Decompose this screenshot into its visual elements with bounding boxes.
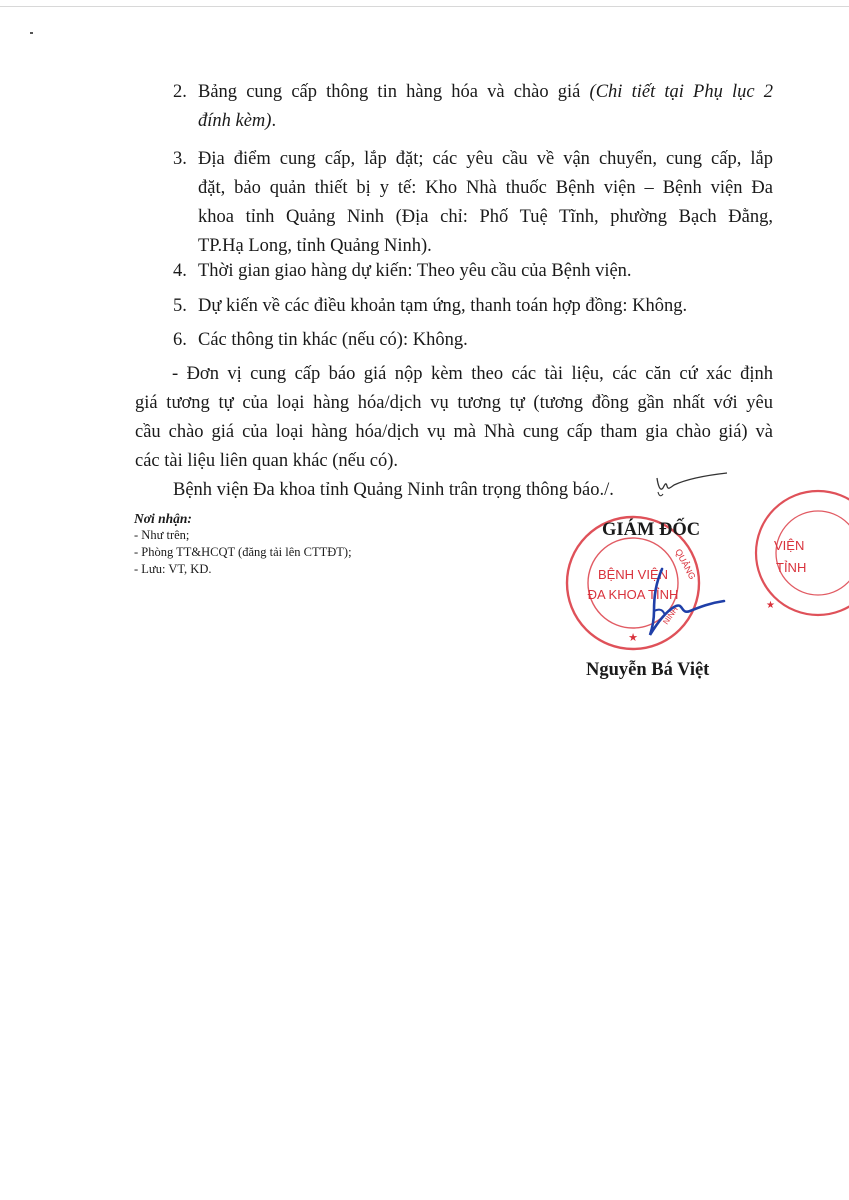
- closing-statement: Bệnh viện Đa khoa tỉnh Quảng Ninh trân trọng thông báo./.: [173, 480, 614, 500]
- item-number: 6.: [173, 330, 187, 350]
- list-item-3: [173, 145, 773, 261]
- seal-text: TỈNH: [776, 560, 807, 575]
- list-item-6: [173, 326, 773, 355]
- seal-star-icon: ★: [628, 632, 638, 644]
- seal-ring-text: QUẢNG: [673, 547, 698, 582]
- seal-text: VIỆN: [774, 538, 805, 553]
- scan-edge-line: [0, 6, 849, 7]
- recipients-title: Nơi nhận:: [134, 511, 192, 526]
- item-text: Dự kiến về các điều khoản tạm ứng, thanh toán hợp đồng: Không.: [198, 296, 688, 316]
- note-paragraph: [135, 360, 773, 476]
- recipient-line: - Như trên;: [134, 528, 190, 542]
- note-line: các tài liệu liên quan khác (nếu có).: [135, 451, 398, 471]
- item-line: khoa tỉnh Quảng Ninh (Địa chỉ: Phố Tuệ Tĩnh, phường Bạch Đằng,: [198, 207, 773, 227]
- list-item-5: [173, 292, 773, 321]
- initials-mark: [654, 470, 729, 500]
- item-line: Địa điểm cung cấp, lắp đặt; các yêu cầu về vận chuyển, cung cấp, lắp: [198, 149, 773, 169]
- signature-mark: [640, 565, 730, 640]
- seal-ring-text: NINH: [661, 604, 680, 627]
- item-line: Bảng cung cấp thông tin hàng hóa và chào giá (Chi tiết tại Phụ lục 2: [198, 82, 774, 102]
- seal-text: ĐA KHOA TỈNH: [587, 587, 679, 602]
- item-number: 3.: [173, 149, 187, 169]
- seal-text: BỆNH VIỆN: [597, 567, 669, 582]
- note-line: - Đơn vị cung cấp báo giá nộp kèm theo các tài liệu, các căn cứ xác định: [172, 364, 773, 384]
- list-item-4: [173, 257, 773, 286]
- recipient-line: - Phòng TT&HCQT (đăng tải lên CTTĐT);: [134, 545, 352, 559]
- note-line: giá tương tự của loại hàng hóa/dịch vụ tương tự (tương đồng gần nhất với yêu: [135, 393, 773, 413]
- item-text: Các thông tin khác (nếu có): Không.: [198, 330, 468, 350]
- signer-position: GIÁM ĐỐC: [602, 520, 701, 540]
- edge-seal: [748, 488, 849, 618]
- item-number: 5.: [173, 296, 187, 316]
- scan-speck: [30, 32, 33, 34]
- recipient-line: - Lưu: VT, KD.: [134, 562, 212, 576]
- note-line: cầu chào giá của loại hàng hóa/dịch vụ mà Nhà cung cấp tham gia chào giá) và: [135, 422, 773, 442]
- seal-star-icon: ★: [766, 600, 775, 611]
- item-text: Thời gian giao hàng dự kiến: Theo yêu cầu của Bệnh viện.: [198, 261, 632, 281]
- signer-name: Nguyễn Bá Việt: [586, 660, 710, 680]
- item-line: đính kèm).: [198, 111, 277, 131]
- list-item-2: [173, 78, 773, 136]
- item-number: 2.: [173, 82, 187, 102]
- recipients-block: [134, 510, 352, 578]
- item-line: TP.Hạ Long, tỉnh Quảng Ninh).: [198, 236, 432, 256]
- item-number: 4.: [173, 261, 187, 281]
- item-line: đặt, bảo quản thiết bị y tế: Kho Nhà thuốc Bệnh viện – Bệnh viện Đa: [198, 178, 773, 198]
